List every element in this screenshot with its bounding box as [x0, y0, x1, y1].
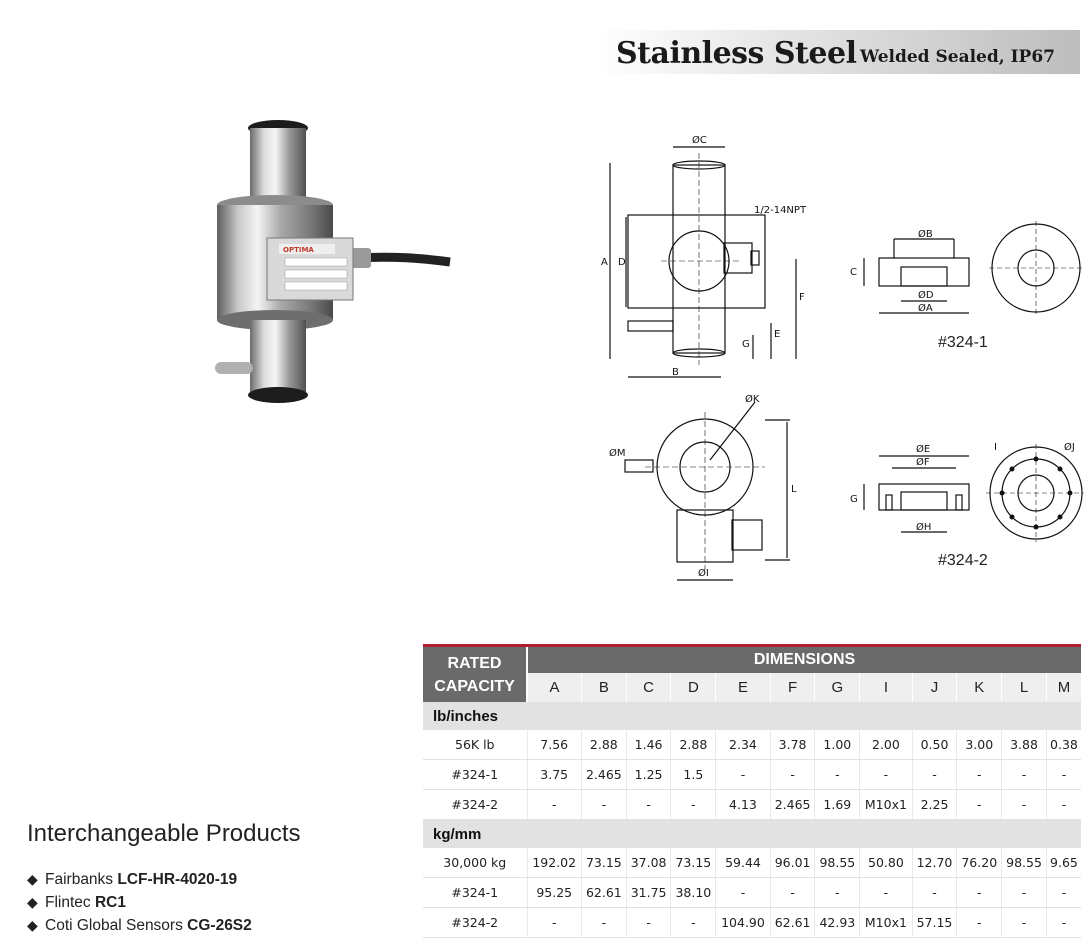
- drawing-324-2: [846, 440, 1084, 555]
- table-cell: 2.465: [581, 760, 626, 790]
- table-cell: 57.15: [912, 908, 957, 938]
- section-header-row: [423, 702, 1081, 730]
- table-cell: -: [860, 760, 912, 790]
- dim-label-d: D: [618, 257, 626, 268]
- dim-label-f: F: [799, 292, 805, 303]
- table-cell: -: [1002, 760, 1047, 790]
- table-cell: -: [671, 908, 716, 938]
- table-cell: 76.20: [957, 848, 1002, 878]
- page-subtitle: Welded Sealed, IP67: [860, 47, 1055, 67]
- table-cell: 73.15: [671, 848, 716, 878]
- table-cell: 31.75: [626, 878, 671, 908]
- dim-label-l: L: [791, 484, 797, 495]
- column-header: B: [581, 673, 626, 702]
- table-cell: 12.70: [912, 848, 957, 878]
- row-label: 30,000 kg: [423, 848, 527, 878]
- dim-label-b: B: [672, 367, 679, 378]
- table-cell: -: [860, 878, 912, 908]
- table-cell: -: [815, 760, 860, 790]
- table-cell: 62.61: [581, 878, 626, 908]
- table-row: [423, 878, 1081, 908]
- table-cell: -: [527, 790, 581, 820]
- row-label: #324-1: [423, 760, 527, 790]
- table-cell: 1.5: [671, 760, 716, 790]
- interchange-title: Interchangeable Products: [27, 820, 301, 847]
- table-cell: 38.10: [671, 878, 716, 908]
- dim-label-npt: 1/2-14NPT: [754, 205, 807, 216]
- interchange-item: ◆ Fairbanks LCF-HR-4020-19: [27, 868, 407, 891]
- table-cell: -: [1002, 908, 1047, 938]
- table-cell: 3.88: [1002, 730, 1047, 760]
- dim-label-a: A: [601, 257, 608, 268]
- dimensions-header: DIMENSIONS: [527, 646, 1081, 674]
- header-banner: [596, 30, 1080, 74]
- table-cell: 1.46: [626, 730, 671, 760]
- column-header: M: [1046, 673, 1081, 702]
- drawing-324-1: [846, 225, 1084, 325]
- table-cell: 73.15: [581, 848, 626, 878]
- table-cell: 3.00: [957, 730, 1002, 760]
- table-cell: -: [1046, 760, 1081, 790]
- front-view-drawing: [596, 125, 811, 390]
- table-cell: -: [626, 790, 671, 820]
- row-label: 56K lb: [423, 730, 527, 760]
- table-cell: 104.90: [716, 908, 770, 938]
- table-cell: -: [626, 908, 671, 938]
- table-cell: -: [716, 760, 770, 790]
- table-row: [423, 908, 1081, 938]
- table-cell: 4.13: [716, 790, 770, 820]
- table-cell: -: [1046, 878, 1081, 908]
- table-cell: 2.88: [671, 730, 716, 760]
- dim-label-324-2-j: ØJ: [1064, 442, 1075, 453]
- interchangeable-products: [27, 820, 407, 937]
- dim-label-g: G: [742, 339, 750, 350]
- column-header: C: [626, 673, 671, 702]
- column-header: I: [860, 673, 912, 702]
- caption-324-2: #324-2: [938, 552, 988, 569]
- table-row: [423, 760, 1081, 790]
- dim-label-324-2-g: G: [850, 494, 858, 505]
- table-cell: 1.00: [815, 730, 860, 760]
- table-cell: 3.78: [770, 730, 815, 760]
- dim-label-324-1-c: C: [850, 267, 857, 278]
- interchange-item: ◆ Coti Global Sensors CG-26S2: [27, 914, 407, 937]
- table-cell: M10x1: [860, 790, 912, 820]
- row-label: #324-2: [423, 790, 527, 820]
- table-cell: -: [527, 908, 581, 938]
- table-cell: -: [1046, 908, 1081, 938]
- dim-label-c: ØC: [692, 135, 707, 146]
- table-row: [423, 730, 1081, 760]
- row-label: #324-2: [423, 908, 527, 938]
- table-cell: 0.38: [1046, 730, 1081, 760]
- column-header: J: [912, 673, 957, 702]
- table-cell: 98.55: [815, 848, 860, 878]
- dim-label-324-1-b: ØB: [918, 229, 933, 240]
- table-row: [423, 848, 1081, 878]
- rated-capacity-header: RATED CAPACITY: [423, 646, 527, 703]
- plate-brand: OPTIMA: [283, 246, 314, 254]
- dim-label-324-1-a: ØA: [918, 303, 933, 314]
- table-cell: 1.69: [815, 790, 860, 820]
- dim-label-i: ØI: [698, 568, 709, 579]
- table-cell: 2.34: [716, 730, 770, 760]
- dimensions-table: [423, 644, 1081, 938]
- table-cell: 98.55: [1002, 848, 1047, 878]
- dim-label-e: E: [774, 329, 781, 340]
- table-cell: 192.02: [527, 848, 581, 878]
- column-header: G: [815, 673, 860, 702]
- column-header: L: [1002, 673, 1047, 702]
- dim-label-324-2-f: ØF: [916, 457, 930, 468]
- table-cell: -: [912, 760, 957, 790]
- interchange-item: ◆ Flintec RC1: [27, 891, 407, 914]
- section-header-row: [423, 820, 1081, 849]
- diamond-bullet-icon: ◆: [27, 871, 38, 887]
- table-cell: -: [716, 878, 770, 908]
- dim-label-324-2-h: ØH: [916, 522, 932, 533]
- table-cell: 2.88: [581, 730, 626, 760]
- table-cell: M10x1: [860, 908, 912, 938]
- table-cell: 7.56: [527, 730, 581, 760]
- section-title: lb/inches: [423, 702, 1081, 730]
- table-cell: 95.25: [527, 878, 581, 908]
- dim-label-m: ØM: [609, 448, 626, 459]
- table-cell: 50.80: [860, 848, 912, 878]
- table-cell: 0.50: [912, 730, 957, 760]
- table-cell: -: [1002, 878, 1047, 908]
- dim-label-324-1-d: ØD: [918, 290, 934, 301]
- table-cell: -: [671, 790, 716, 820]
- column-header: D: [671, 673, 716, 702]
- table-cell: -: [815, 878, 860, 908]
- dim-label-k: ØK: [745, 394, 760, 405]
- section-title: kg/mm: [423, 820, 1081, 849]
- row-label: #324-1: [423, 878, 527, 908]
- table-cell: 37.08: [626, 848, 671, 878]
- table-cell: -: [957, 908, 1002, 938]
- diamond-bullet-icon: ◆: [27, 894, 38, 910]
- table-cell: -: [1046, 790, 1081, 820]
- table-cell: -: [957, 790, 1002, 820]
- table-cell: -: [581, 790, 626, 820]
- table-cell: -: [770, 760, 815, 790]
- dim-label-324-2-i: I: [994, 442, 997, 453]
- table-cell: 96.01: [770, 848, 815, 878]
- table-cell: 1.25: [626, 760, 671, 790]
- table-cell: -: [581, 908, 626, 938]
- table-cell: 2.465: [770, 790, 815, 820]
- interchange-list: [27, 868, 407, 937]
- diamond-bullet-icon: ◆: [27, 917, 38, 933]
- caption-324-1: #324-1: [938, 334, 988, 351]
- dim-label-324-2-e: ØE: [916, 444, 931, 455]
- table-cell: 62.61: [770, 908, 815, 938]
- column-header: K: [957, 673, 1002, 702]
- table-cell: -: [957, 760, 1002, 790]
- table-cell: 59.44: [716, 848, 770, 878]
- side-view-drawing: [605, 392, 805, 592]
- column-header: F: [770, 673, 815, 702]
- table-cell: 9.65: [1046, 848, 1081, 878]
- column-header: E: [716, 673, 770, 702]
- page-title: Stainless Steel: [616, 36, 857, 71]
- table-row: [423, 790, 1081, 820]
- column-header: A: [527, 673, 581, 702]
- table-cell: -: [957, 878, 1002, 908]
- product-photo: [205, 110, 455, 415]
- table-cell: -: [770, 878, 815, 908]
- table-cell: -: [1002, 790, 1047, 820]
- table-cell: 42.93: [815, 908, 860, 938]
- table-cell: 2.00: [860, 730, 912, 760]
- table-cell: 3.75: [527, 760, 581, 790]
- table-cell: -: [912, 878, 957, 908]
- table-cell: 2.25: [912, 790, 957, 820]
